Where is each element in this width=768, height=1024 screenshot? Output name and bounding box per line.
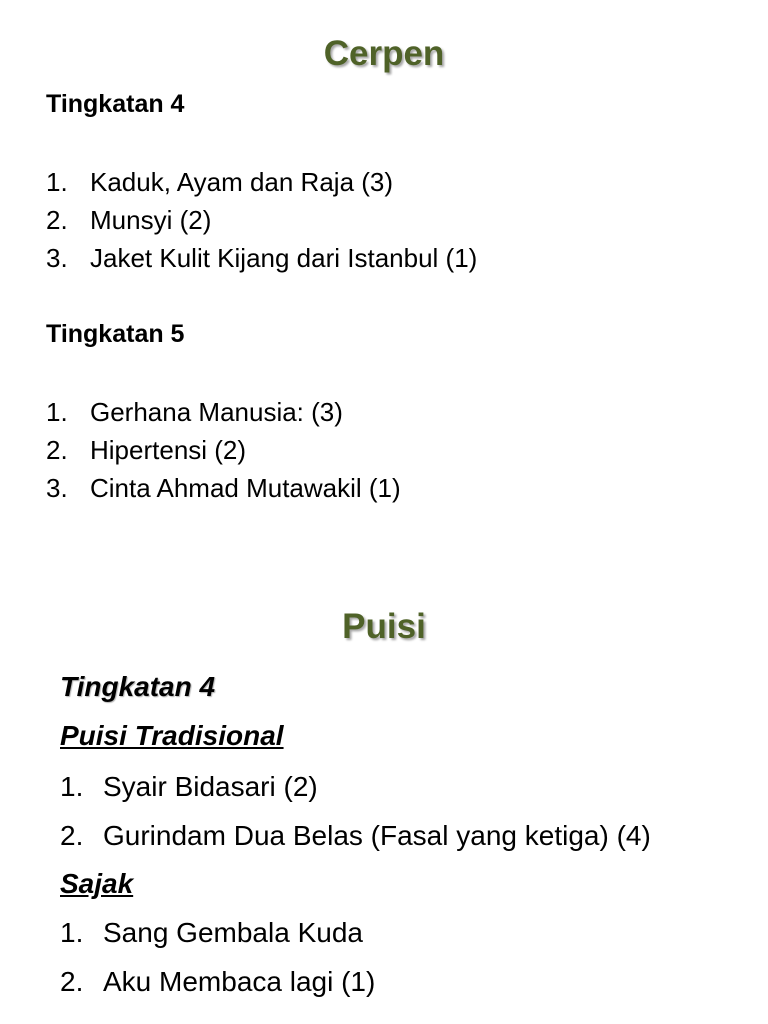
sajak-heading: Sajak	[60, 868, 134, 899]
list-item-number: 1.	[46, 167, 68, 197]
list-item-text: Gerhana Manusia: (3)	[90, 397, 343, 427]
list-item-number: 2.	[46, 435, 68, 465]
list-item-text: Kaduk, Ayam dan Raja (3)	[90, 167, 394, 197]
puisi-title: Puisi	[342, 607, 426, 646]
list-item-text: Sang Gembala Kuda	[103, 917, 363, 948]
list-item-number: 1.	[60, 771, 84, 802]
list-item-number: 3.	[46, 473, 68, 503]
cerpen-tingkatan-4-heading: Tingkatan 4	[46, 90, 185, 118]
list-item-text: Jaket Kulit Kijang dari Istanbul (1)	[90, 243, 478, 273]
list-item-text: Munsyi (2)	[90, 205, 212, 235]
list-item-text: Gurindam Dua Belas (Fasal yang ketiga) (4)	[103, 820, 651, 851]
list-item-number: 1.	[46, 397, 68, 427]
list-item-text: Syair Bidasari (2)	[103, 771, 318, 802]
list-item-number: 2.	[46, 205, 68, 235]
puisi-tingkatan-4-heading: Tingkatan 4	[60, 671, 216, 702]
list-item-text: Cinta Ahmad Mutawakil (1)	[90, 473, 401, 503]
list-item-number: 1.	[60, 917, 84, 948]
list-item-text: Aku Membaca lagi (1)	[103, 966, 376, 997]
list-item-text: Hipertensi (2)	[90, 435, 247, 465]
cerpen-tingkatan-5-heading: Tingkatan 5	[46, 320, 185, 348]
puisi-tradisional-heading: Puisi Tradisional	[60, 720, 284, 751]
cerpen-title: Cerpen	[323, 34, 445, 73]
list-item-number: 2.	[60, 966, 84, 997]
list-item-number: 2.	[60, 820, 84, 851]
list-item-number: 3.	[46, 243, 68, 273]
